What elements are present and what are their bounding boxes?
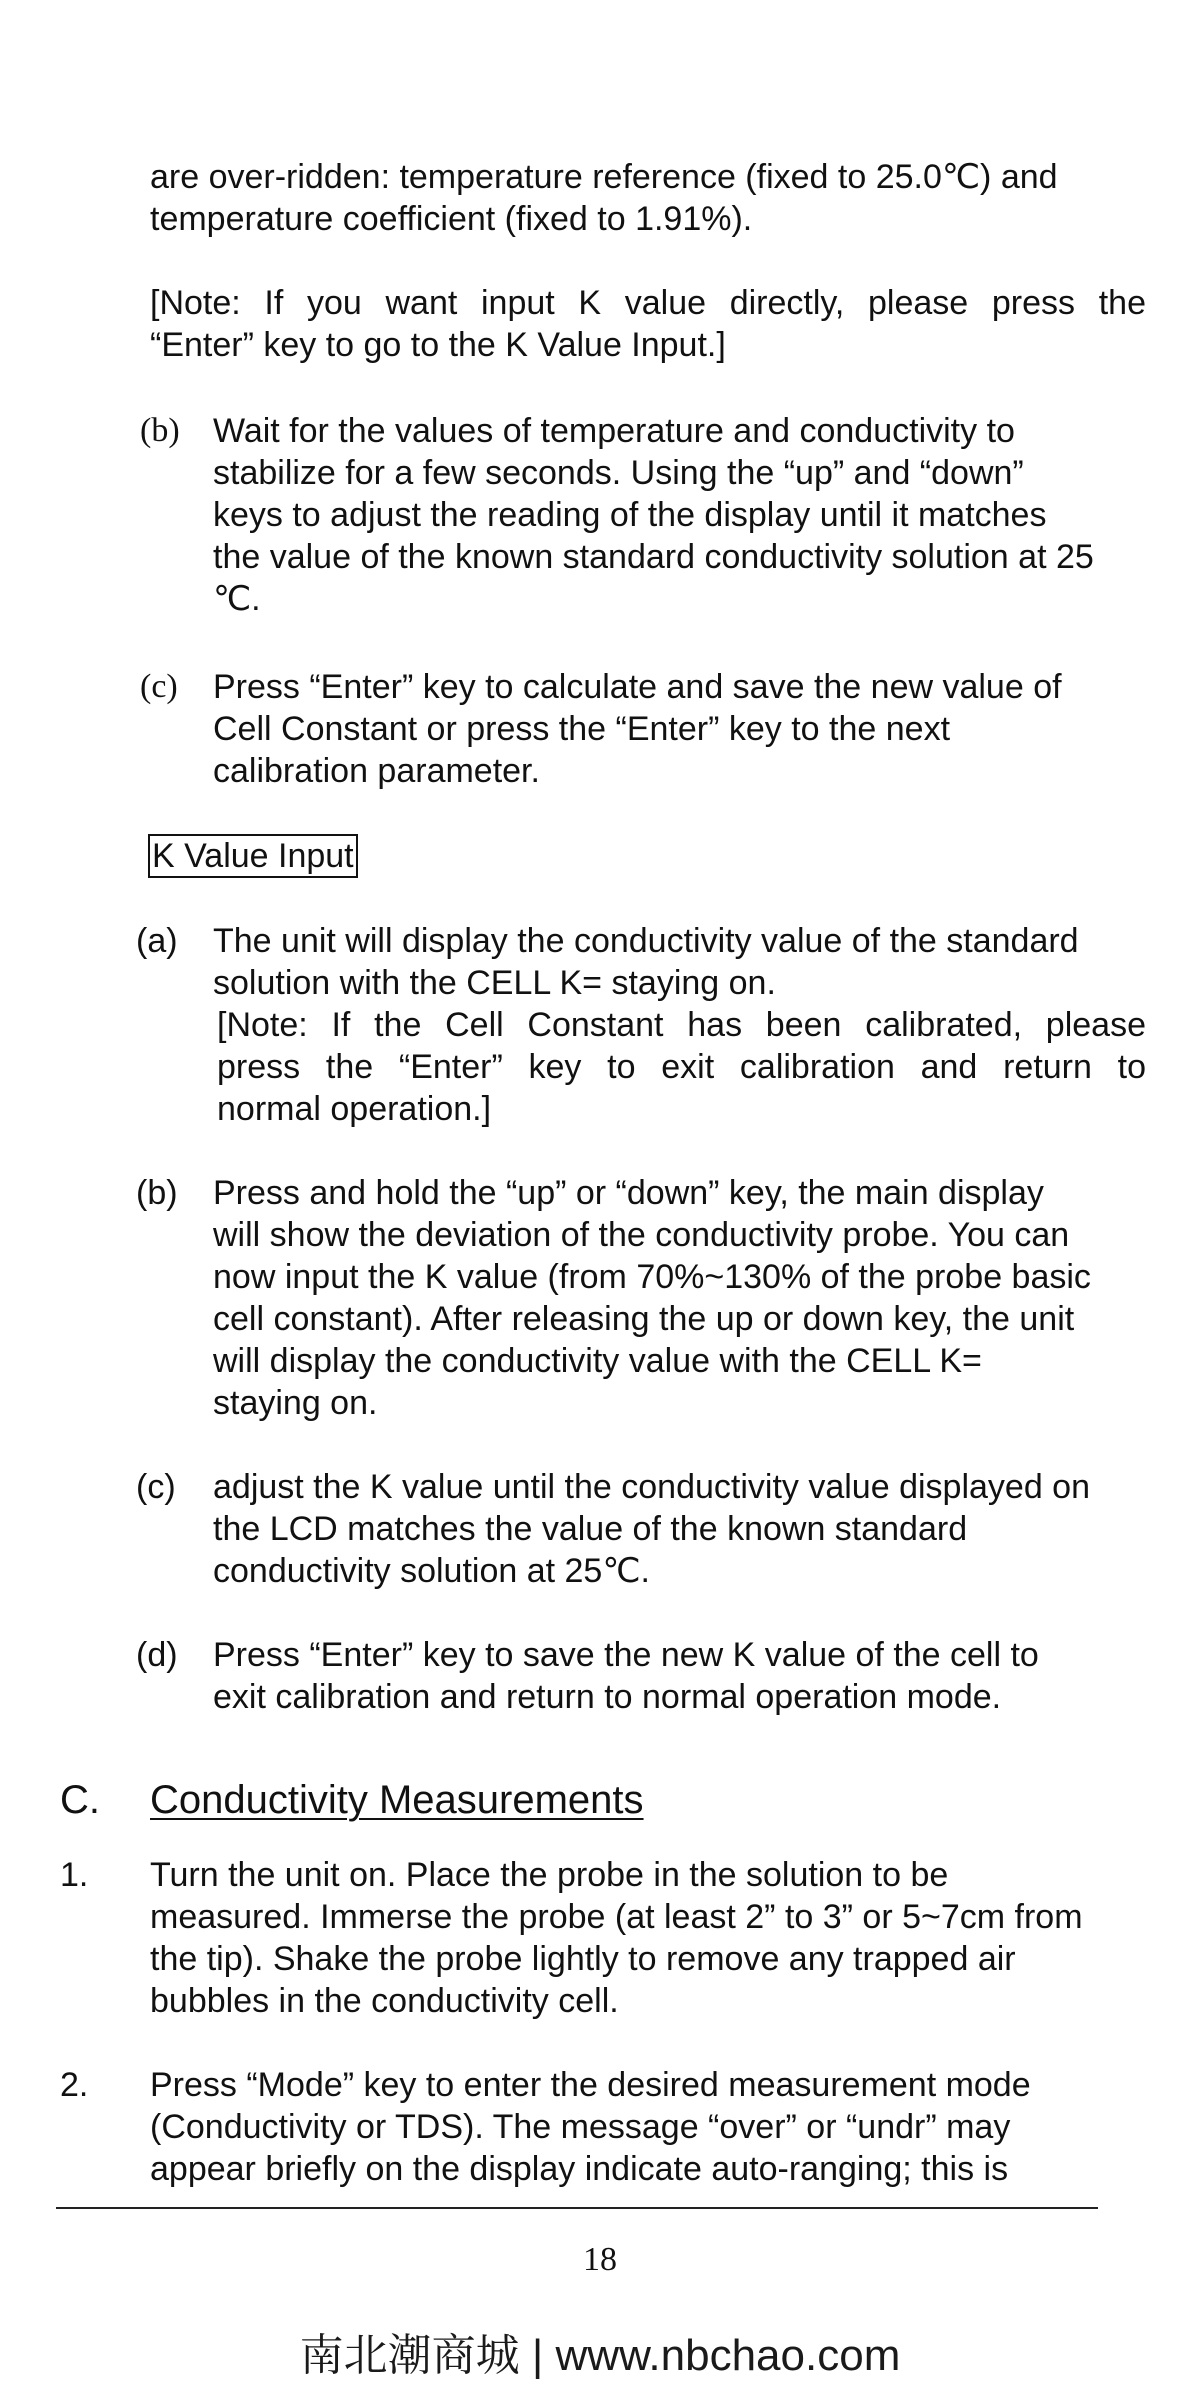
step-text-line: calibration parameter.: [213, 752, 540, 790]
step-text-line: ℃.: [213, 580, 261, 618]
k-step-label: (c): [136, 1468, 176, 1506]
step-text-line: Wait for the values of temperature and conductivity to: [213, 412, 1015, 450]
footer-divider: [56, 2207, 1098, 2209]
k-step-text-line: cell constant). After releasing the up or down key, the unit: [213, 1300, 1075, 1338]
measurement-step-text-line: measured. Immerse the probe (at least 2” to 3” or 5~7cm from: [150, 1898, 1083, 1936]
measurement-step-text-line: Turn the unit on. Place the probe in the solution to be: [150, 1856, 949, 1894]
step-label: (c): [140, 668, 178, 705]
section-letter: C.: [60, 1778, 100, 1822]
site-watermark: 南北潮商城 | www.nbchao.com: [299, 2331, 901, 2380]
k-step-text-line: Press and hold the “up” or “down” key, the main display: [213, 1174, 1044, 1212]
k-step-note-line: [Note: If the Cell Constant has been calibrated, please: [217, 1006, 1146, 1044]
k-step-note-line: press the “Enter” key to exit calibration and return to: [217, 1048, 1146, 1086]
k-step-text-line: adjust the K value until the conductivity value displayed on: [213, 1468, 1090, 1506]
step-text-line: the value of the known standard conductivity solution at 25: [213, 538, 1094, 576]
k-step-text-line: will display the conductivity value with the CELL K=: [213, 1342, 982, 1380]
k-step-text-line: will show the deviation of the conductivity probe. You can: [213, 1216, 1070, 1254]
k-step-label: (d): [136, 1636, 178, 1674]
measurement-step-label: 1.: [60, 1856, 89, 1894]
k-step-label: (a): [136, 922, 178, 960]
k-step-text-line: the LCD matches the value of the known standard: [213, 1510, 968, 1548]
measurement-step-text-line: the tip). Shake the probe lightly to remove any trapped air: [150, 1940, 1016, 1978]
k-step-text-line: Press “Enter” key to save the new K value of the cell to: [213, 1636, 1039, 1674]
k-step-text-line: The unit will display the conductivity value of the standard: [213, 922, 1079, 960]
measurement-step-text-line: Press “Mode” key to enter the desired measurement mode: [150, 2066, 1031, 2104]
k-step-text-line: staying on.: [213, 1384, 378, 1422]
step-text-line: Press “Enter” key to calculate and save the new value of: [213, 668, 1062, 706]
step-text-line: stabilize for a few seconds. Using the “up” and “down”: [213, 454, 1024, 492]
page-number: 18: [583, 2241, 617, 2278]
k-step-label: (b): [136, 1174, 178, 1212]
measurement-step-text-line: appear briefly on the display indicate auto-ranging; this is: [150, 2150, 1009, 2188]
measurement-step-text-line: bubbles in the conductivity cell.: [150, 1982, 619, 2020]
step-label: (b): [140, 412, 180, 449]
measurement-step-text-line: (Conductivity or TDS). The message “over” or “undr” may: [150, 2108, 1011, 2146]
measurement-step-label: 2.: [60, 2066, 89, 2104]
k-step-text-line: exit calibration and return to normal operation mode.: [213, 1678, 1002, 1716]
intro-note-line-2: “Enter” key to go to the K Value Input.]: [150, 326, 726, 364]
k-value-input-heading: K Value Input: [148, 834, 358, 878]
k-step-text-line: now input the K value (from 70%~130% of the probe basic: [213, 1258, 1091, 1296]
intro-line-1: are over-ridden: temperature reference (fixed to 25.0℃) and: [150, 158, 1058, 196]
intro-note-line-1: [Note: If you want input K value directly, please press the: [150, 284, 1146, 322]
section-title: Conductivity Measurements: [150, 1778, 644, 1822]
k-step-text-line: conductivity solution at 25℃.: [213, 1552, 650, 1590]
step-text-line: Cell Constant or press the “Enter” key to the next: [213, 710, 951, 748]
intro-line-2: temperature coefficient (fixed to 1.91%).: [150, 200, 753, 238]
k-step-note-line: normal operation.]: [217, 1090, 492, 1128]
k-step-text-line: solution with the CELL K= staying on.: [213, 964, 776, 1002]
step-text-line: keys to adjust the reading of the display until it matches: [213, 496, 1047, 534]
